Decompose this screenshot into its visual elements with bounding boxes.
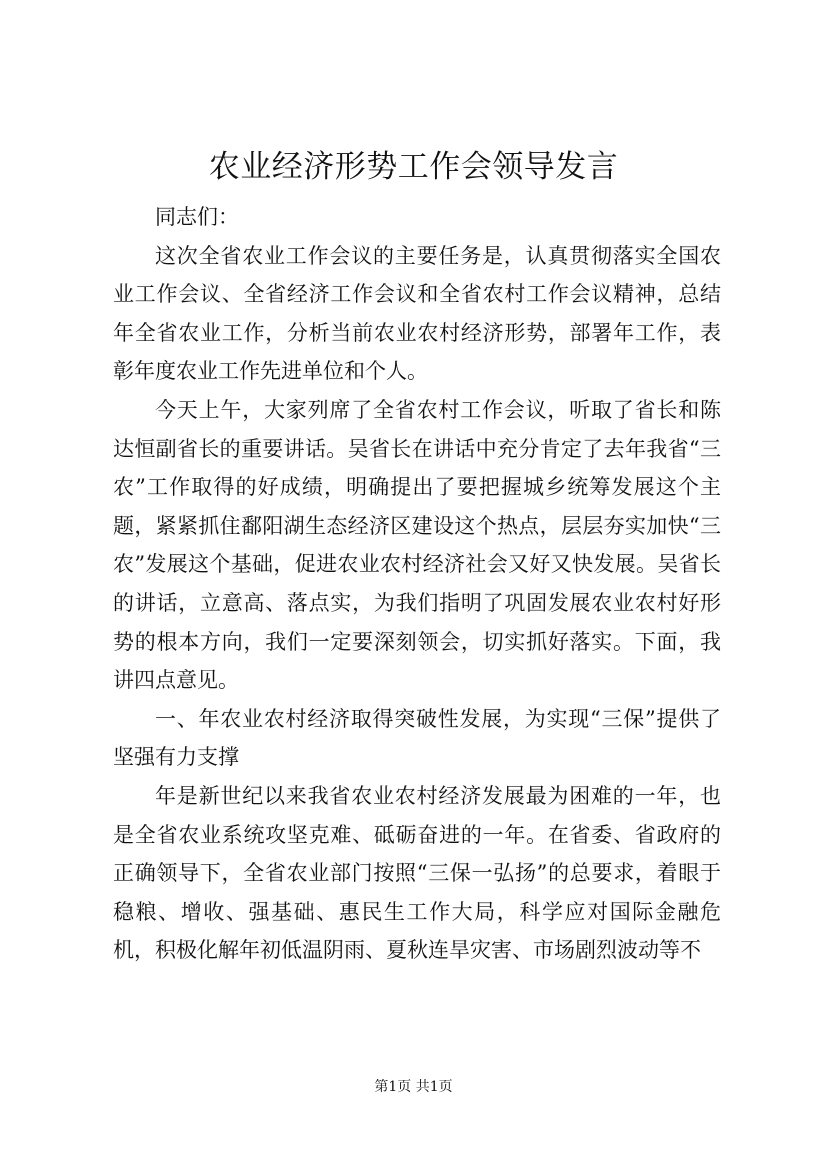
salutation: 同志们：: [155, 205, 239, 229]
paragraph-1: 这次全省农业工作会议的主要任务是，认真贯彻落实全国农业工作会议、全省经济工作会议和全省农村工作会议精神，总结年全省农业工作，分析当前农业农村经济形势，部署年工作，表彰年度农业工作先进单位和个人。: [113, 243, 721, 384]
document-title: 农业经济形势工作会领导发言: [208, 149, 619, 185]
page-footer: 第1页 共1页: [374, 1079, 453, 1095]
paragraph-2: 今天上午，大家列席了全省农村工作会议，听取了省长和陈达恒副省长的重要讲话。吴省长在讲话中充分肯定了去年我省“三农”工作取得的好成绩，明确提出了要把握城乡统筹发展这个主题，紧紧抓住鄱阳湖生态经济区建设这个热点，层层夯实加快“三农”发展这个基础，促进农业农村经济社会又好又快发展。吴省长的讲话，立意高、落点实，为我们指明了巩固发展农业农村好形势的根本方向，我们一定要深刻领会，切实抓好落实。下面，我讲四点意见。: [113, 397, 721, 693]
paragraph-3: 年是新世纪以来我省农业农村经济发展最为困难的一年，也是全省农业系统攻坚克难、砥砺奋进的一年。在省委、省政府的正确领导下，全省农业部门按照“三保一弘扬”的总要求，着眼于稳粮、增收、强基础、惠民生工作大局，科学应对国际金融危机，积极化解年初低温阴雨、夏秋连旱灾害、市场剧烈波动等不: [113, 783, 721, 963]
section-heading-1: 一、年农业农村经济取得突破性发展，为实现“三保”提供了坚强有力支撑: [113, 706, 721, 770]
document-body: [113, 198, 721, 970]
